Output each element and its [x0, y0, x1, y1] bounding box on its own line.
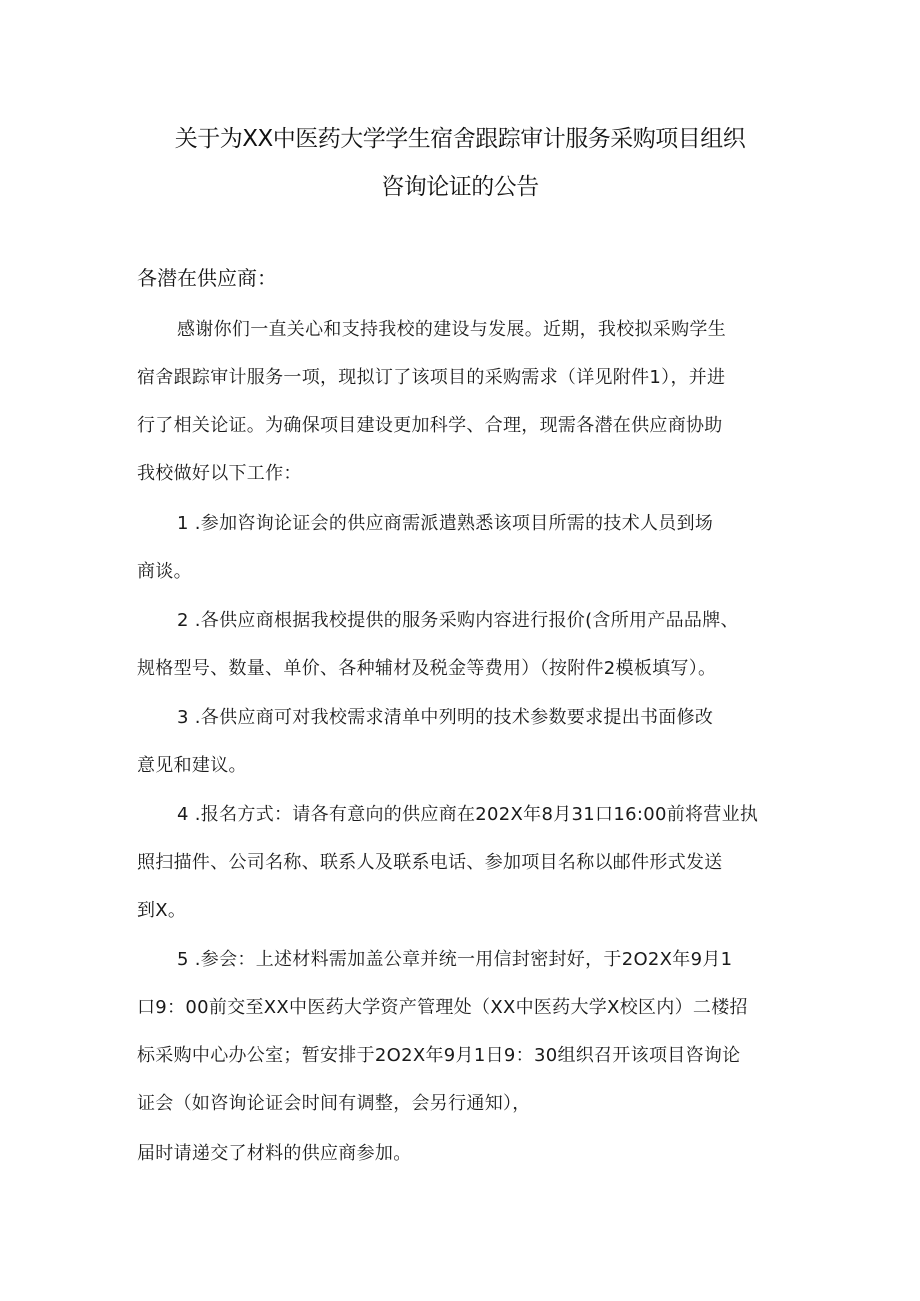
- title-line-1: 关于为XX中医药大学学生宿舍跟踪审计服务采购项目组织: [174, 126, 746, 152]
- salutation: 各潜在供应商：: [137, 266, 277, 290]
- item-1-line-2: 商谈。: [137, 561, 192, 582]
- item-3-line-1: 3 .各供应商可对我校需求清单中列明的技术参数要求提出书面修改: [177, 707, 714, 728]
- item-4-line-1: 4 .报名方式：请各有意向的供应商在202X年8月31口16:00前将营业执: [177, 804, 759, 825]
- title-line-2: 咨询论证的公告: [381, 174, 539, 200]
- item-4-line-2: 照扫描件、公司名称、联系人及联系电话、参加项目名称以邮件形式发送: [137, 852, 723, 873]
- item-5-line-5: 届时请递交了材料的供应商参加。: [137, 1143, 412, 1164]
- intro-line-2: 宿舍跟踪审计服务一项，现拟订了该项目的采购需求（详见附件1），并进: [137, 367, 726, 388]
- item-1-line-1: 1 .参加咨询论证会的供应商需派遣熟悉该项目所需的技术人员到场: [177, 513, 714, 534]
- item-3-line-2: 意见和建议。: [137, 755, 247, 776]
- intro-line-4: 我校做好以下工作：: [137, 463, 302, 484]
- item-5-line-3: 标采购中心办公室；暂安排于2O2X年9月1日9：30组织召开该项目咨询论: [137, 1045, 741, 1066]
- intro-line-1: 感谢你们一直关心和支持我校的建设与发展。近期，我校拟采购学生: [177, 319, 726, 340]
- intro-line-3: 行了相关论证。为确保项目建设更加科学、合理，现需各潜在供应商协助: [137, 415, 723, 436]
- item-2-line-2: 规格型号、数量、单价、各种辅材及税金等费用）（按附件2模板填写）。: [137, 658, 717, 679]
- item-5-line-2: 口9：00前交至XX中医药大学资产管理处（XX中医药大学X校区内）二楼招: [137, 997, 748, 1018]
- item-5-line-4: 证会（如咨询论证会时间有调整，会另行通知），: [137, 1093, 531, 1114]
- item-5-line-1: 5 .参会：上述材料需加盖公章并统一用信封密封好，于2O2X年9月1: [177, 949, 733, 970]
- item-4-line-3: 到X。: [137, 900, 187, 921]
- item-2-line-1: 2 .各供应商根据我校提供的服务采购内容进行报价(含所用产品品牌、: [177, 610, 739, 631]
